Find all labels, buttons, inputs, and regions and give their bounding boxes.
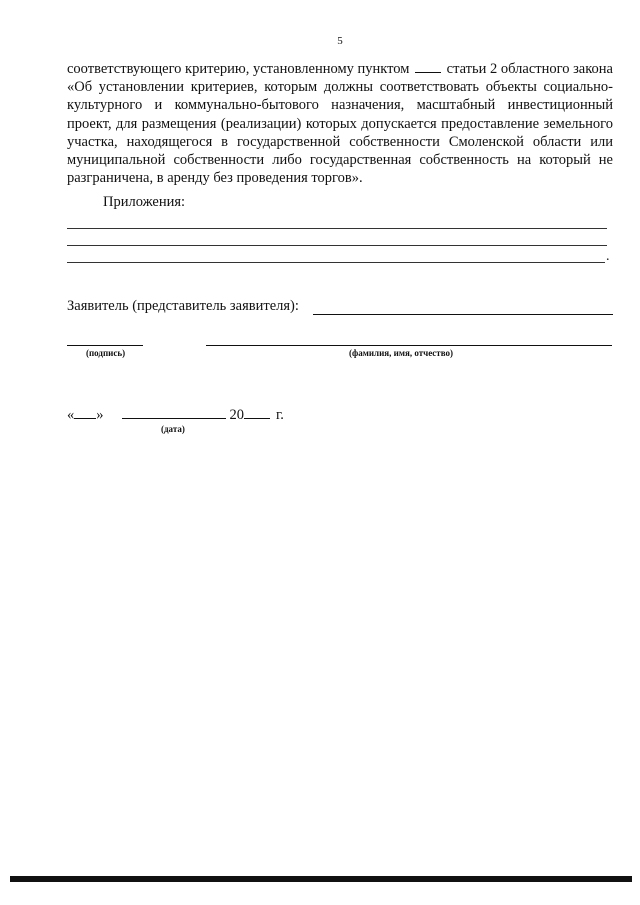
attachment-line-2[interactable] [67,245,607,246]
year-suffix: г. [276,407,284,423]
signature-caption: (подпись) [86,348,126,358]
body-text-start: соответствующего критерию, установленному пунктом [67,61,410,77]
clause-number-blank[interactable] [415,60,441,73]
date-close-quote: » [96,407,104,423]
attachments-end-mark: . [606,249,610,264]
year-prefix: 20 [229,407,244,423]
full-name-caption: (фамилия, имя, отчество) [349,348,454,358]
date-row [67,406,284,424]
attachment-line-3[interactable] [67,262,605,263]
month-blank[interactable] [122,406,226,419]
body-paragraph [67,60,613,187]
signature-line[interactable] [67,345,143,346]
full-name-line[interactable] [206,345,612,346]
applicant-name-line[interactable] [313,314,613,315]
attachments-label: Приложения: [103,194,186,210]
date-caption: (дата) [161,424,185,434]
bottom-border-bar [10,876,632,882]
attachment-line-1[interactable] [67,228,607,229]
date-open-quote: « [67,407,75,423]
applicant-label: Заявитель (представитель заявителя): [67,298,299,314]
page-number: 5 [337,35,343,47]
body-text-end: статьи 2 областного закона «Об установлении критериев, которым должны соответствовать объекты социально-культурного и коммунально-бытового назначения, масштабный инвестиционный проект, для размещения (реализации) которых допускается предоставление земельного участка, находящегося в государственной собственности Смоленской области или муниципальной собственности либо государственная собственность на который не разграничена, в аренду без проведения торгов». [67,61,613,187]
year-blank[interactable] [244,406,270,419]
day-blank[interactable] [74,406,96,419]
